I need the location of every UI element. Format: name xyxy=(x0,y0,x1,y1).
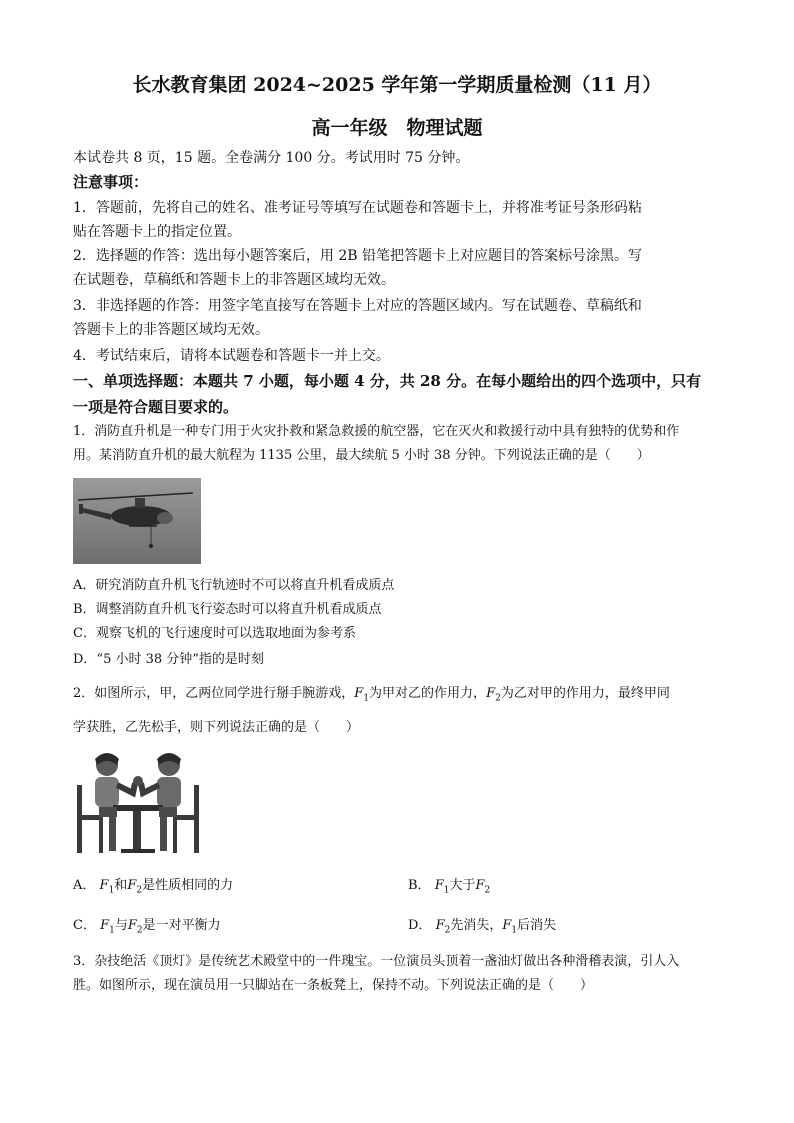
exam-subtitle: 高一年级 物理试题 xyxy=(311,117,483,139)
notice-line: 在试题卷，草稿纸和答题卡上的非答题区域均无效。 xyxy=(73,272,395,288)
notice-line: 2．选择题的作答：选出每小题答案后，用 2B 铅笔把答题卡上对应题目的答案标号涂黑。写 xyxy=(73,248,643,264)
notice-line: 1．答题前，先将自己的姓名、准考证号等填写在试题卷和答题卡上，并将准考证号条形码粘 xyxy=(73,200,642,216)
notice-line: 3．非选择题的作答：用签字笔直接写在答题卡上对应的答题区域内。写在试题卷、草稿纸和 xyxy=(73,298,642,314)
question-1-option-b: B．调整消防直升机飞行姿态时可以将直升机看成质点 xyxy=(73,602,382,617)
question-2-option-c: C． $F_1$与$F_2$是一对平衡力 xyxy=(73,918,221,936)
notice-line: 答题卡上的非答题区域均无效。 xyxy=(73,322,269,338)
arm-wrestling-image xyxy=(73,745,203,857)
question-2-text: 学获胜，乙先松手，则下列说法正确的是（ ） xyxy=(73,720,360,735)
question-1-option-c: C．观察飞机的飞行速度时可以选取地面为参考系 xyxy=(73,626,356,641)
notice-line: 贴在答题卡上的指定位置。 xyxy=(73,224,241,240)
question-1-option-a: A．研究消防直升机飞行轨迹时不可以将直升机看成质点 xyxy=(73,578,395,593)
question-1-text: 用。某消防直升机的最大航程为 1135 公里，最大续航 5 小时 38 分钟。下列说法正确的是（ ） xyxy=(73,448,650,463)
question-2-option-d: D． $F_2$先消失，$F_1$后消失 xyxy=(408,918,557,936)
section-heading: 一、单项选择题：本题共 7 小题，每小题 4 分，共 28 分。在每小题给出的四个选项中，只有 xyxy=(73,372,702,390)
helicopter-image xyxy=(73,478,201,564)
intro-text: 本试卷共 8 页，15 题。全卷满分 100 分。考试用时 75 分钟。 xyxy=(73,150,470,166)
question-2-option-a: A． $F_1$和$F_2$是性质相同的力 xyxy=(73,878,234,896)
notice-line: 4．考试结束后，请将本试题卷和答题卡一并上交。 xyxy=(73,348,390,364)
question-1-text: 1．消防直升机是一种专门用于火灾扑救和紧急救援的航空器，它在灭火和救援行动中具有独特的优势和作 xyxy=(73,424,680,439)
section-heading: 一项是符合题目要求的。 xyxy=(73,398,239,416)
question-2-text: 2．如图所示，甲，乙两位同学进行掰手腕游戏，$F_1$为甲对乙的作用力，$F_2$为乙对甲的作用力，最终甲同 xyxy=(73,686,670,704)
exam-title: 长水教育集团 2024~2025 学年第一学期质量检测（11 月） xyxy=(132,74,662,96)
notice-heading: 注意事项： xyxy=(73,173,149,191)
question-3-text: 3．杂技绝活《顶灯》是传统艺术殿堂中的一件瑰宝。一位演员头顶着一盏油灯做出各种滑稽表演，引人入 xyxy=(73,954,680,969)
question-2-option-b: B． $F_1$大于$F_2$ xyxy=(408,878,491,896)
question-3-text: 胜。如图所示，现在演员用一只脚站在一条板凳上，保持不动。下列说法正确的是（ ） xyxy=(73,978,594,993)
question-1-option-d: D．“5 小时 38 分钟”指的是时刻 xyxy=(73,652,264,667)
